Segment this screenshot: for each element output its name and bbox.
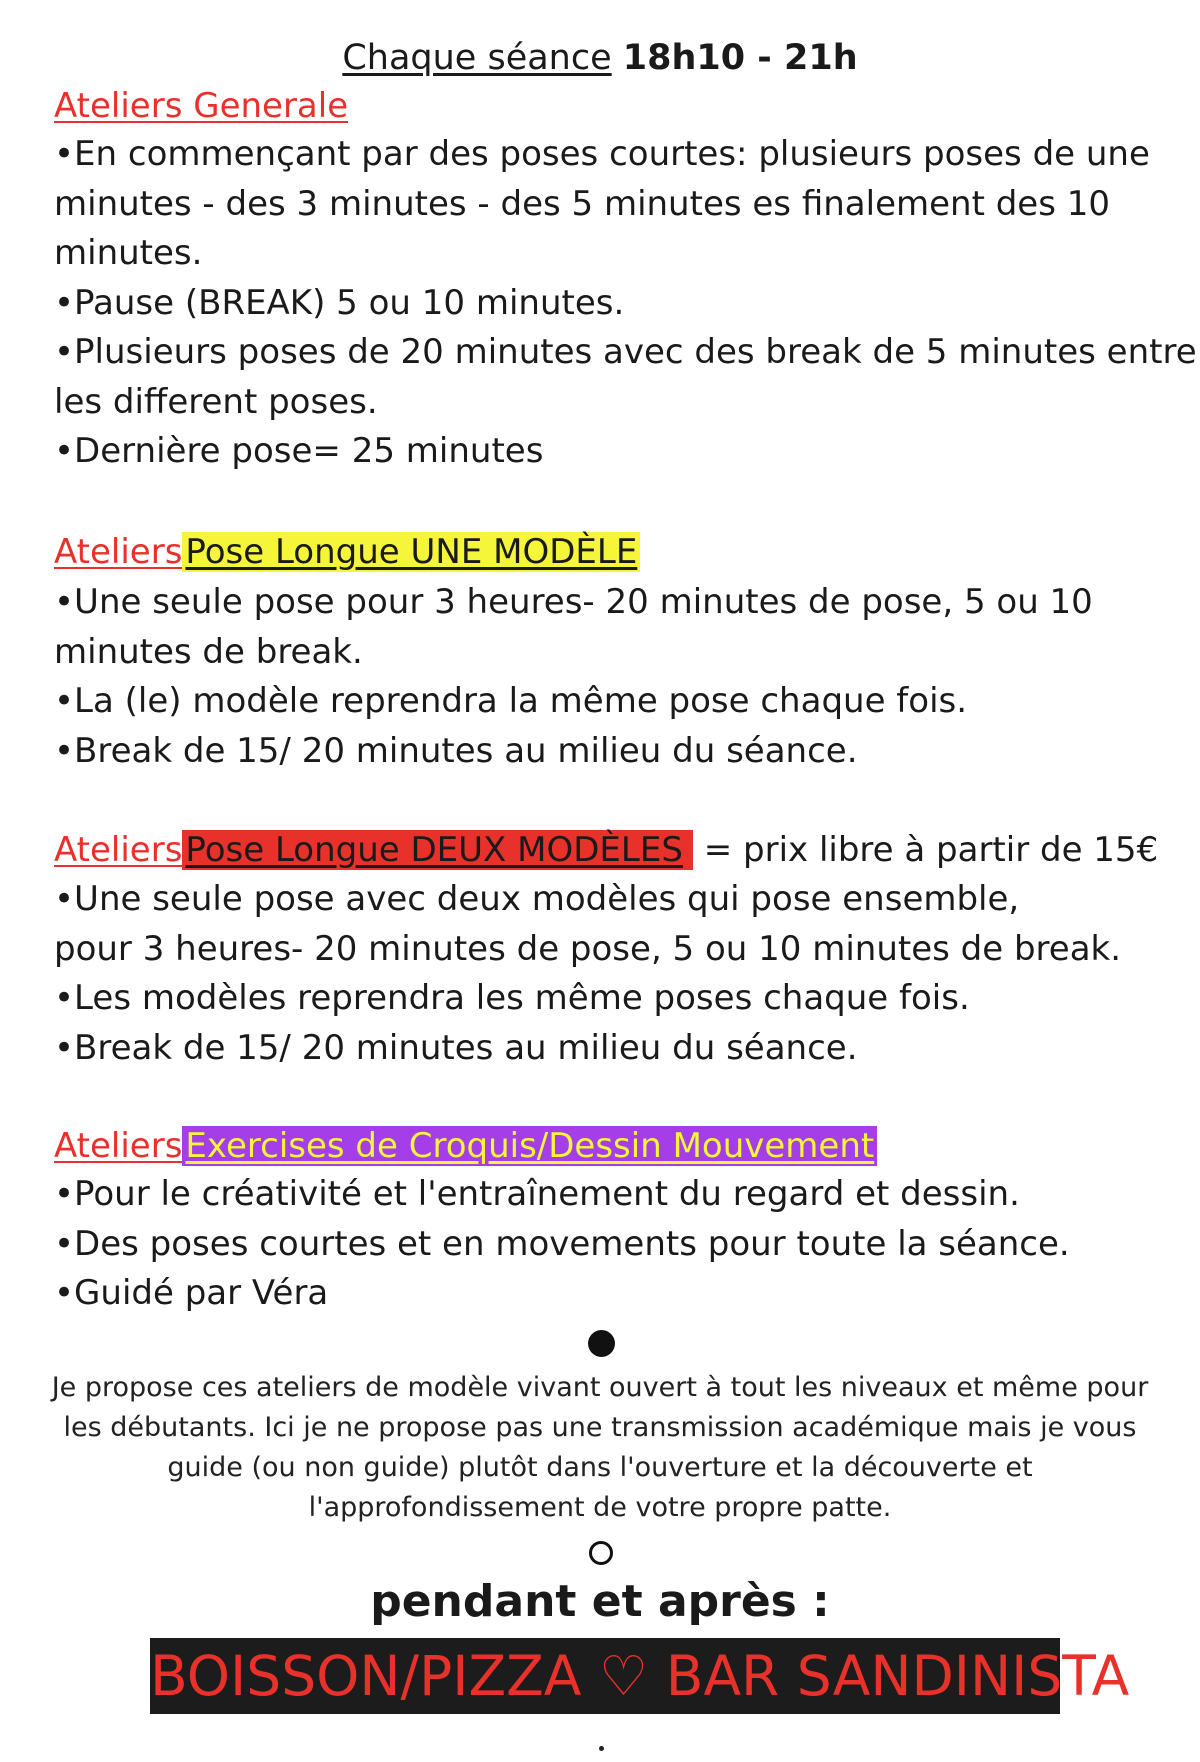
text-line: •Les modèles reprendra les même poses chaque fois. [54,978,970,1018]
section-body-generale [54,130,1197,477]
intro-line: l'approfondissement de votre propre patte. [308,1492,892,1523]
section-highlight: Exercises de Croquis/Dessin Mouvement [182,1126,877,1166]
small-dot-icon [599,1746,604,1751]
ring-dot-icon [589,1541,613,1565]
section-body-deux-modeles [54,875,1164,1073]
text-line: •Pour le créativité et l'entraînement du regard et dessin. [54,1174,1020,1214]
section-prefix: Ateliers [54,830,183,870]
section-prefix: Ateliers [54,532,183,572]
text-line: •Une seule pose avec deux modèles qui pose ensemble, [54,879,1020,919]
section-prefix: Ateliers Generale [54,86,349,126]
text-line: •Break de 15/ 20 minutes au milieu du séance. [54,1027,858,1068]
text-line: •En commençant par des poses courtes: plusieurs poses de une [54,134,1150,174]
section-title-croquis [54,1122,877,1170]
text-line: •Guidé par Véra [54,1273,329,1313]
session-label: Chaque séance [342,38,612,78]
section-prefix: Ateliers [54,1126,183,1166]
section-highlight: Pose Longue DEUX MODÈLES [182,830,693,870]
text-line: minutes de break. [54,631,363,672]
text-line: •Une seule pose pour 3 heures- 20 minutes de pose, 5 ou 10 [54,582,1093,622]
intro-line: les débutants. Ici je ne propose pas une transmission académique mais je vous [63,1412,1137,1443]
bar-banner: BOISSON/PIZZA ♡ BAR SANDINISTA [150,1638,1060,1714]
section-body-une-modele [54,578,1164,776]
text-line: •Pause (BREAK) 5 ou 10 minutes. [54,282,625,323]
text-line: minutes - des 3 minutes - des 5 minutes es finalement des 10 [54,183,1110,224]
section-body-croquis [54,1170,1164,1319]
section-title-deux-modeles [54,826,1158,874]
intro-paragraph [0,1368,1200,1528]
text-line: minutes. [54,233,203,273]
text-line: •Break de 15/ 20 minutes au milieu du séance. [54,730,858,771]
price-text: = prix libre à partir de 15€ [692,830,1159,870]
text-line: •Plusieurs poses de 20 minutes avec des break de 5 minutes entre [54,332,1197,372]
text-line: •La (le) modèle reprendra la même pose chaque fois. [54,681,968,721]
text-line: les different poses. [54,381,378,422]
section-title-une-modele [54,528,640,576]
text-line: pour 3 heures- 20 minutes de pose, 5 ou 10 minutes de break. [54,928,1122,969]
section-highlight: Pose Longue UNE MODÈLE [182,532,640,572]
session-time: 18h10 - 21h [622,38,858,78]
session-header [0,30,1200,86]
text-line: •Dernière pose= 25 minutes [54,431,544,471]
pendant-heading: pendant et après : [370,1576,830,1627]
intro-line: guide (ou non guide) plutôt dans l'ouverture et la découverte et [167,1452,1033,1483]
bullet-dot-icon [588,1330,615,1357]
section-title-generale [54,82,348,130]
text-line: •Des poses courtes et en movements pour toute la séance. [54,1223,1070,1264]
intro-line: Je propose ces ateliers de modèle vivant ouvert à tout les niveaux et même pour [51,1372,1149,1403]
